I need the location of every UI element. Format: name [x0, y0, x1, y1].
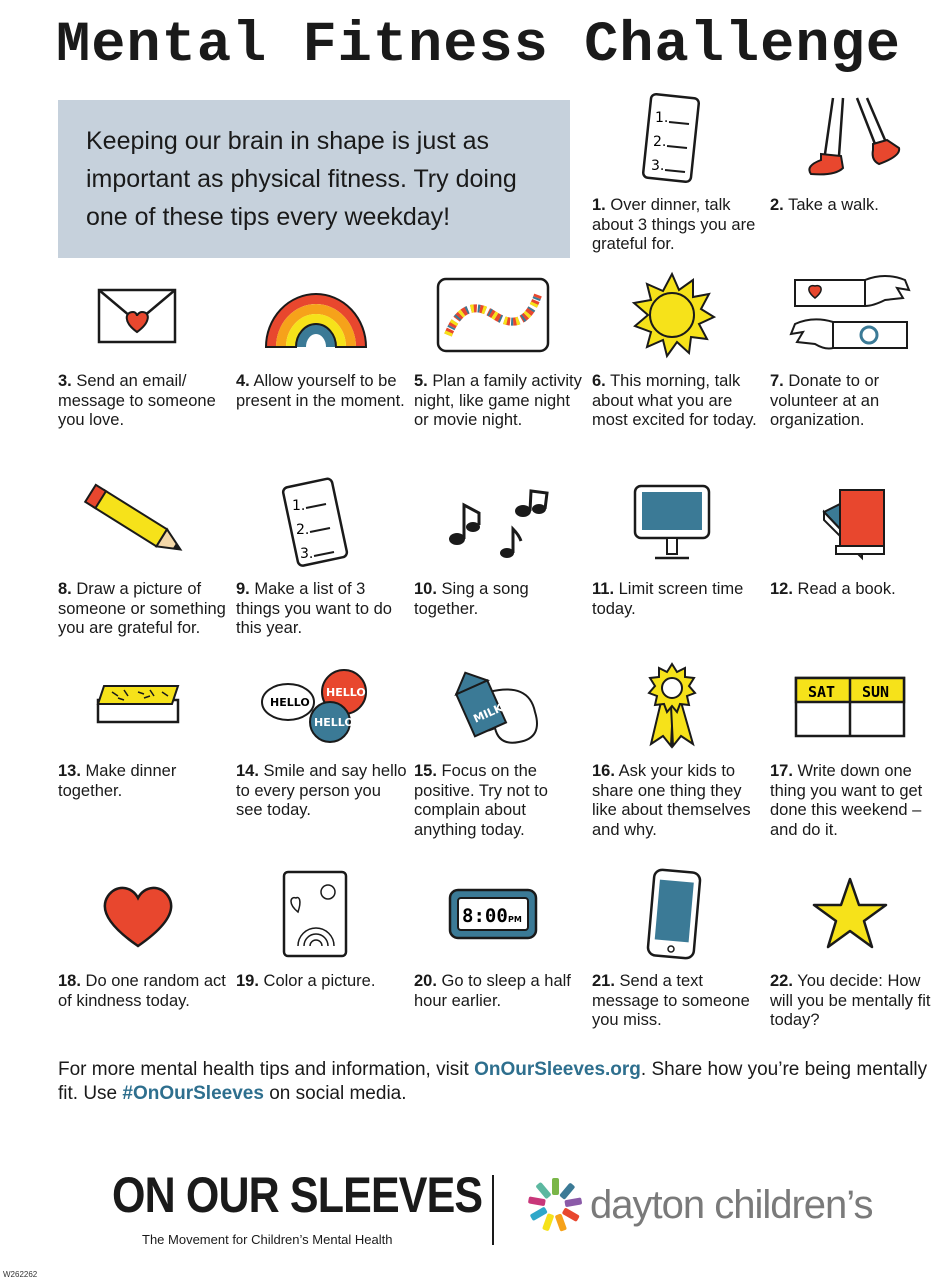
- tip-number: 17.: [770, 762, 793, 780]
- tip-16: [592, 662, 767, 840]
- svg-text:PM: PM: [508, 915, 522, 924]
- tip-text: Color a picture.: [263, 972, 376, 990]
- tip-15: [414, 662, 589, 840]
- monitor-icon: [592, 480, 752, 566]
- tip-8: [58, 480, 233, 639]
- tip-number: 21.: [592, 972, 615, 990]
- tip-number: 15.: [414, 762, 437, 780]
- tip-text: You decide: How will you be mentally fit today?: [770, 972, 931, 1029]
- tip-text: Ask your kids to share one thing they like about themselves and why.: [592, 762, 751, 839]
- tip-18: [58, 872, 233, 1011]
- tip-number: 8.: [58, 580, 72, 598]
- footer-text: For more mental health tips and information, visit OnOurSleeves.org. Share how you’re being mentally fit. Use #OnOurSleeves on social media.: [58, 1059, 928, 1104]
- pinwheel-icon: [526, 1176, 584, 1234]
- spilled-milk-icon: [414, 662, 574, 748]
- tip-text: Limit screen time today.: [592, 580, 744, 618]
- tip-text: Smile and say hello to every person you see today.: [236, 762, 407, 819]
- svg-text:8:00: 8:00: [462, 905, 508, 927]
- tip-6: [592, 272, 767, 431]
- page-title: Mental Fitness Challenge: [56, 14, 901, 78]
- intro-text: Keeping our brain in shape is just as important as physical fitness. Try doing one of these tips every weekday!: [86, 127, 517, 231]
- tip-text: Plan a family activity night, like game night or movie night.: [414, 372, 582, 429]
- svg-text:3.: 3.: [651, 158, 665, 174]
- tip-number: 11.: [592, 580, 615, 598]
- tip-text: Make dinner together.: [58, 762, 177, 800]
- logo-divider: [492, 1175, 494, 1245]
- tip-number: 14.: [236, 762, 259, 780]
- tip-number: 1.: [592, 196, 606, 214]
- on-our-sleeves-logo: ON OUR SLEEVES: [112, 1167, 483, 1223]
- tip-text: This morning, talk about what you are most excited for today.: [592, 372, 757, 429]
- star-icon: [770, 872, 930, 958]
- tip-number: 4.: [236, 372, 250, 390]
- tip-1: [592, 96, 767, 255]
- tip-3: [58, 272, 233, 431]
- walking-legs-icon: [770, 96, 930, 182]
- tip-text: Over dinner, talk about 3 things you are grateful for.: [592, 196, 756, 253]
- tip-text: Draw a picture of someone or something you are grateful for.: [58, 580, 226, 637]
- tip-text: Go to sleep a half hour earlier.: [414, 972, 571, 1010]
- heart-icon: [58, 872, 218, 958]
- svg-text:HELLO: HELLO: [314, 716, 354, 729]
- helping-hands-icon: [770, 272, 930, 358]
- hello-bubbles-icon: [236, 662, 396, 748]
- coloring-page-icon: [236, 872, 396, 958]
- list-icon: [236, 480, 396, 566]
- tip-number: 3.: [58, 372, 72, 390]
- tip-19: [236, 872, 411, 992]
- svg-text:MILK: MILK: [471, 701, 505, 726]
- tip-text: Send an email/ message to someone you love.: [58, 372, 216, 429]
- website-link[interactable]: OnOurSleeves.org: [474, 1059, 641, 1080]
- tip-text: Donate to or volunteer at an organization.: [770, 372, 880, 429]
- tip-text: Send a text message to someone you miss.: [592, 972, 750, 1029]
- svg-text:1.: 1.: [292, 498, 306, 514]
- svg-text:1.: 1.: [655, 110, 669, 126]
- on-our-sleeves-tagline: The Movement for Children’s Mental Health: [142, 1232, 393, 1247]
- envelope-heart-icon: [58, 272, 218, 358]
- svg-text:SAT: SAT: [808, 683, 836, 701]
- tip-7: [770, 272, 945, 431]
- alarm-clock-icon: [414, 872, 574, 958]
- tip-text: Write down one thing you want to get done this weekend – and do it.: [770, 762, 923, 839]
- svg-text:SUN: SUN: [862, 683, 890, 701]
- tip-number: 16.: [592, 762, 615, 780]
- tip-number: 10.: [414, 580, 437, 598]
- phone-icon: [592, 872, 752, 958]
- tip-number: 22.: [770, 972, 793, 990]
- tip-text: Read a book.: [797, 580, 896, 598]
- tip-13: [58, 662, 233, 801]
- svg-text:2.: 2.: [296, 522, 310, 538]
- books-icon: [770, 480, 930, 566]
- board-game-icon: [414, 272, 574, 358]
- dayton-childrens-logo: [526, 1176, 872, 1234]
- sun-icon: [592, 272, 752, 358]
- tip-text: Sing a song together.: [414, 580, 529, 618]
- dayton-childrens-name: dayton children’s: [590, 1182, 873, 1227]
- tip-number: 7.: [770, 372, 784, 390]
- music-notes-icon: [414, 480, 574, 566]
- tip-number: 6.: [592, 372, 606, 390]
- tip-number: 12.: [770, 580, 793, 598]
- pencil-icon: [58, 480, 218, 566]
- tip-5: [414, 272, 589, 431]
- tip-text: Do one random act of kindness today.: [58, 972, 226, 1010]
- tip-14: [236, 662, 411, 821]
- tip-number: 13.: [58, 762, 81, 780]
- award-ribbon-icon: [592, 662, 752, 748]
- casserole-icon: [58, 662, 218, 748]
- tip-number: 2.: [770, 196, 784, 214]
- svg-text:2.: 2.: [653, 134, 667, 150]
- rainbow-icon: [236, 272, 396, 358]
- tip-text: Allow yourself to be present in the moment.: [236, 372, 405, 410]
- document-code: W262262: [3, 1270, 38, 1279]
- tip-20: [414, 872, 589, 1011]
- tip-2: [770, 96, 945, 216]
- svg-text:HELLO: HELLO: [270, 696, 310, 709]
- tip-21: [592, 872, 767, 1031]
- intro-box: [58, 100, 570, 258]
- svg-text:HELLO: HELLO: [326, 686, 366, 699]
- tip-text: Focus on the positive. Try not to complain about anything today.: [414, 762, 548, 839]
- list-icon: [592, 96, 752, 182]
- tip-11: [592, 480, 767, 619]
- tip-22: [770, 872, 945, 1031]
- tip-17: [770, 662, 945, 840]
- tip-9: [236, 480, 411, 639]
- weekend-calendar-icon: [770, 662, 930, 748]
- tip-number: 9.: [236, 580, 250, 598]
- tip-12: [770, 480, 945, 600]
- tip-text: Take a walk.: [788, 196, 879, 214]
- tip-4: [236, 272, 411, 411]
- tip-10: [414, 480, 589, 619]
- tip-number: 5.: [414, 372, 428, 390]
- tip-number: 20.: [414, 972, 437, 990]
- hashtag-link[interactable]: #OnOurSleeves: [122, 1083, 264, 1104]
- tip-number: 18.: [58, 972, 81, 990]
- tip-number: 19.: [236, 972, 259, 990]
- tip-text: Make a list of 3 things you want to do this year.: [236, 580, 392, 637]
- svg-text:3.: 3.: [300, 546, 314, 562]
